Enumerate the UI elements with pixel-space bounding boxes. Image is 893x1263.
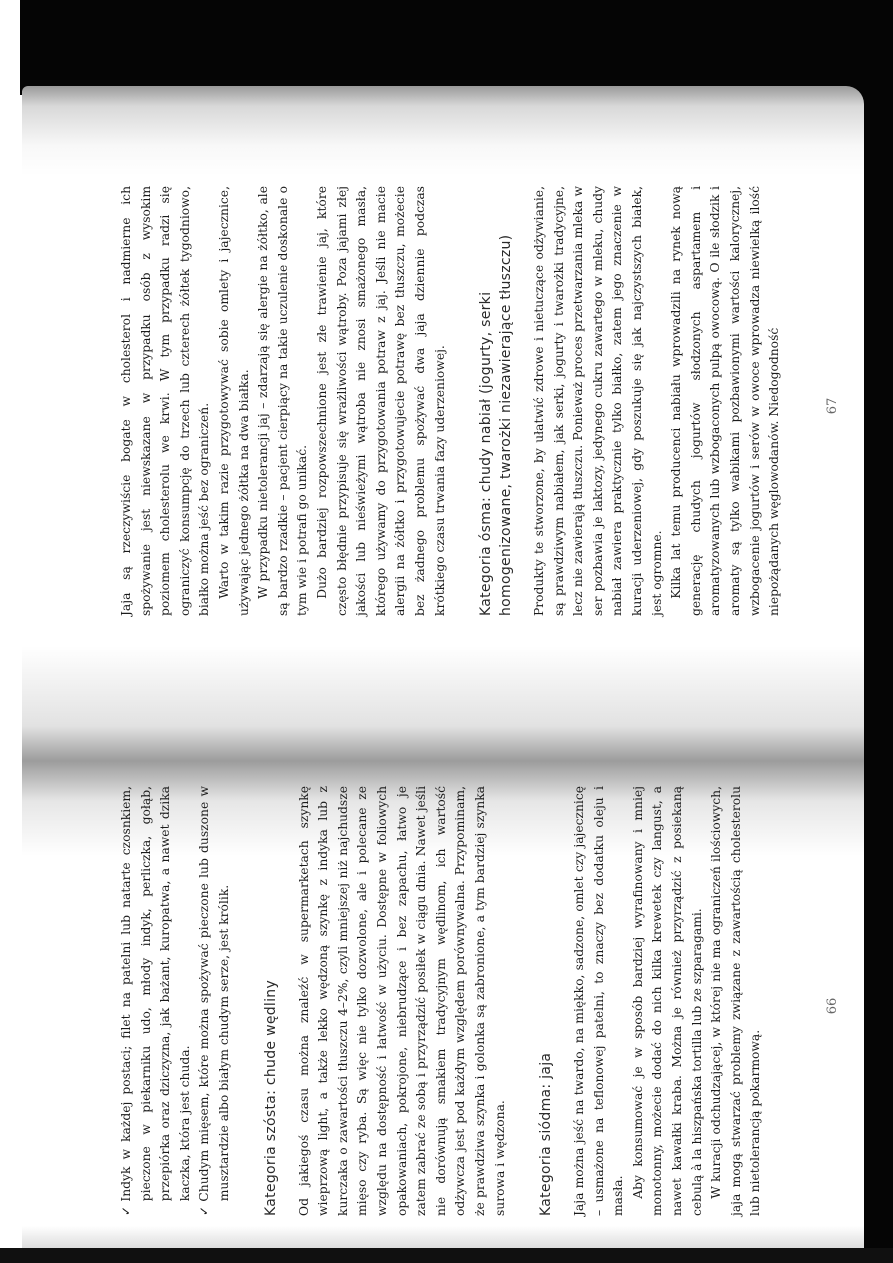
paragraph: Kilka lat temu producenci nabiału wprowadzili na rynek nową generację chudych jogurtów słodzonych aspartamem i aromatyzowanych lub wzbogaconych pulpą owocową. O ile słodzik i aromaty są tylko wabikami pozbawionymi wartości kalorycznej, wzbogacenie jogurtów i serów w owoce wprowadza niewielką ilość niepożądanych węglowodanów. Niedogodność: [669, 186, 782, 616]
checkmark-icon: ✓: [119, 1205, 133, 1216]
page-66-column: [117, 786, 766, 1216]
scan-edge-shadow-top: [20, 0, 893, 95]
book-block: [22, 86, 864, 1251]
paragraph: Warto w takim razie przygotowywać sobie omlety i jajecznice, używając jednego żółtka na dwa białka.: [216, 186, 251, 616]
rotated-spread: [62, 146, 862, 1263]
paragraph: Jaja są rzeczywiście bogate w cholesterol i nadmierne ich spożywanie jest niewskazane w przypadku osób z wysokim poziomem cholesterolu we krwi. W tym przypadku radzi się ograniczyć konsumpcję do trzech lub czterech żółtek tygodniowo, białko można jeść bez ograniczeń.: [119, 186, 212, 616]
paragraph: W przypadku nietolerancji jaj – zdarzają się alergie na żółtko, ale są bardzo rzadkie – pacjent cierpiący na takie uczulenie doskonale o tym wie i potrafi go unikać.: [256, 186, 310, 616]
checkmark-icon: ✓: [197, 1205, 212, 1216]
section-heading-8: Kategoria ósma: chudy nabiał (jogurty, serki homogenizowane, twarożki niezawierające tłuszczu): [478, 234, 515, 616]
bullet-text: Indyk w każdej postaci; filet na patelni lub natarte czosnkiem, pieczone w piekarniku udo, młody indyk, perliczka, gołąb, przepiórka oraz dziczyzna, jak bażant, kuropatwa, a nawet dzika kaczka, która jest chuda.: [119, 786, 192, 1202]
section-heading-7: Kategoria siódma: jaja: [538, 1052, 555, 1216]
page-number: 66: [825, 997, 840, 1015]
section-heading-6: Kategoria szósta: chude wędliny: [262, 979, 279, 1216]
page-67-column: [117, 186, 785, 616]
paragraph: Dużo bardziej rozpowszechnione jest złe trawienie jaj, które często błędnie przypisuje się wrażliwości wątroby. Poza jajami złej jakości lub nieświeżymi wątroba nie znosi smażonego masła, którego używamy do przygotowania potraw z jaj. Jeśli nie macie alergii na żółtko i przygotowujecie potrawę bez tłuszczu, możecie bez żadnego problemu spożywać dwa jaja dziennie podczas krótkiego czasu trwania fazy uderzeniowej.: [314, 186, 447, 616]
paragraph: Aby konsumować je w sposób bardziej wyrafinowany i mniej monotonny, możecie dodać do nich kilka krewetek czy langust, a nawet kawałki kraba. Można je również przyrządzić z posiekaną cebulą à la hiszpańska tortilla lub ze szparagami.: [630, 786, 704, 1216]
paragraph: Produkty te stworzone, by ułatwić zdrowe i nietuczące odżywianie, są prawdziwym nabiałem, jak serki, jogurty i twarożki tradycyjne, lecz nie zawierają tłuszczu. Ponieważ proces przetwarzania mleka w ser pozbawia je laktozy, jedynego cukru zawartego w mleku, chudy nabiał zawiera praktycznie tylko białko, zatem jego znaczenie w kuracji uderzeniowej, gdy poszukuje się jak najczystszych białek, jest ogromne.: [532, 186, 664, 616]
paragraph: Od jakiegoś czasu można znaleźć w supermarketach szynkę wieprzową light, a także lekko wędzoną szynkę z indyka lub z kurczaka o zawartości tłuszczu 4–2%, czyli mniejszej niż najchudsze mięso czy ryba. Są więc nie tylko dozwolone, ale i polecane ze względu na dostępność i łatwość w użyciu. Dostępne w foliowych opakowaniach, pokrojone, niebrudzące i bez zapachu, łatwo je zatem zabrać ze sobą i przyrządzić posiłek w ciągu dnia. Nawet jeśli nie dorównują smakiem tradycyjnym wędlinom, ich wartość odżywcza jest pod każdym względem porównywalna. Przypominam, że prawdziwa szynka i golonka są zabronione, a tym bardziej szynka surowa i wędzona.: [296, 786, 507, 1216]
page-number: 67: [825, 397, 840, 415]
bullet-text: Chudym mięsem, które można spożywać pieczone lub duszone w musztardzie albo białym chudym serze, jest królik.: [197, 786, 231, 1202]
paragraph: W kuracji odchudzającej, w której nie ma ograniczeń ilościowych, jaja mogą stwarzać problemy związane z zawartością cholesterolu lub nietolerancją pokarmową.: [709, 786, 763, 1216]
bullet-item: [195, 786, 234, 1216]
page-67: [62, 146, 862, 666]
paragraph: Jaja można jeść na twardo, na miękko, sadzone, omlet czy jajecznicę – usmażone na teflonowej patelni, to znaczy bez dodatku oleju i masła.: [572, 786, 626, 1216]
bullet-item: [117, 786, 195, 1216]
page-66: [62, 746, 862, 1263]
scan-edge-shadow-bottom: [0, 1248, 893, 1263]
